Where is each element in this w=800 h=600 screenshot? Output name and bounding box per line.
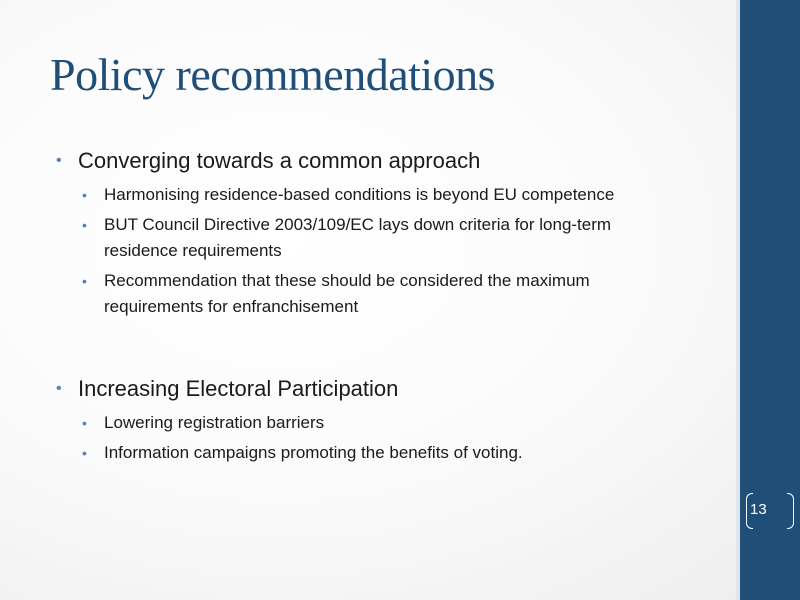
bullet-level2 xyxy=(82,440,684,466)
bullet-level1 xyxy=(56,374,696,404)
bullet-text: Lowering registration barriers xyxy=(104,413,325,432)
bullet-icon: • xyxy=(56,152,62,169)
bullet-icon: • xyxy=(82,273,87,289)
bullet-text: BUT Council Directive 2003/109/EC lays down criteria for long-term residence requirements xyxy=(104,215,612,260)
bullet-text: Harmonising residence-based conditions is beyond EU competence xyxy=(104,185,615,204)
section-heading: Increasing Electoral Participation xyxy=(78,376,399,401)
page-number: 13 xyxy=(750,501,767,518)
bullet-icon: • xyxy=(82,445,87,461)
slide-title: Policy recommendations xyxy=(50,49,496,100)
bullet-level2 xyxy=(82,182,684,208)
sub-bullet-list xyxy=(56,410,696,466)
sub-bullet-list xyxy=(56,182,696,320)
bullet-level2 xyxy=(82,410,684,436)
bullet-icon: • xyxy=(56,380,62,397)
bullet-level2 xyxy=(82,268,684,320)
bullet-icon: • xyxy=(82,415,87,431)
bullet-text: Information campaigns promoting the benefits of voting. xyxy=(104,443,523,462)
bullet-level2 xyxy=(82,212,684,264)
bullet-text: Recommendation that these should be considered the maximum requirements for enfranchisement xyxy=(104,271,590,316)
slide-content xyxy=(56,146,696,470)
bullet-icon: • xyxy=(82,217,87,233)
section-heading: Converging towards a common approach xyxy=(78,148,481,173)
page-number-badge xyxy=(746,493,794,529)
spacer xyxy=(56,324,696,374)
bullet-icon: • xyxy=(82,187,87,203)
bracket-right-icon xyxy=(787,493,794,529)
bullet-level1 xyxy=(56,146,696,176)
